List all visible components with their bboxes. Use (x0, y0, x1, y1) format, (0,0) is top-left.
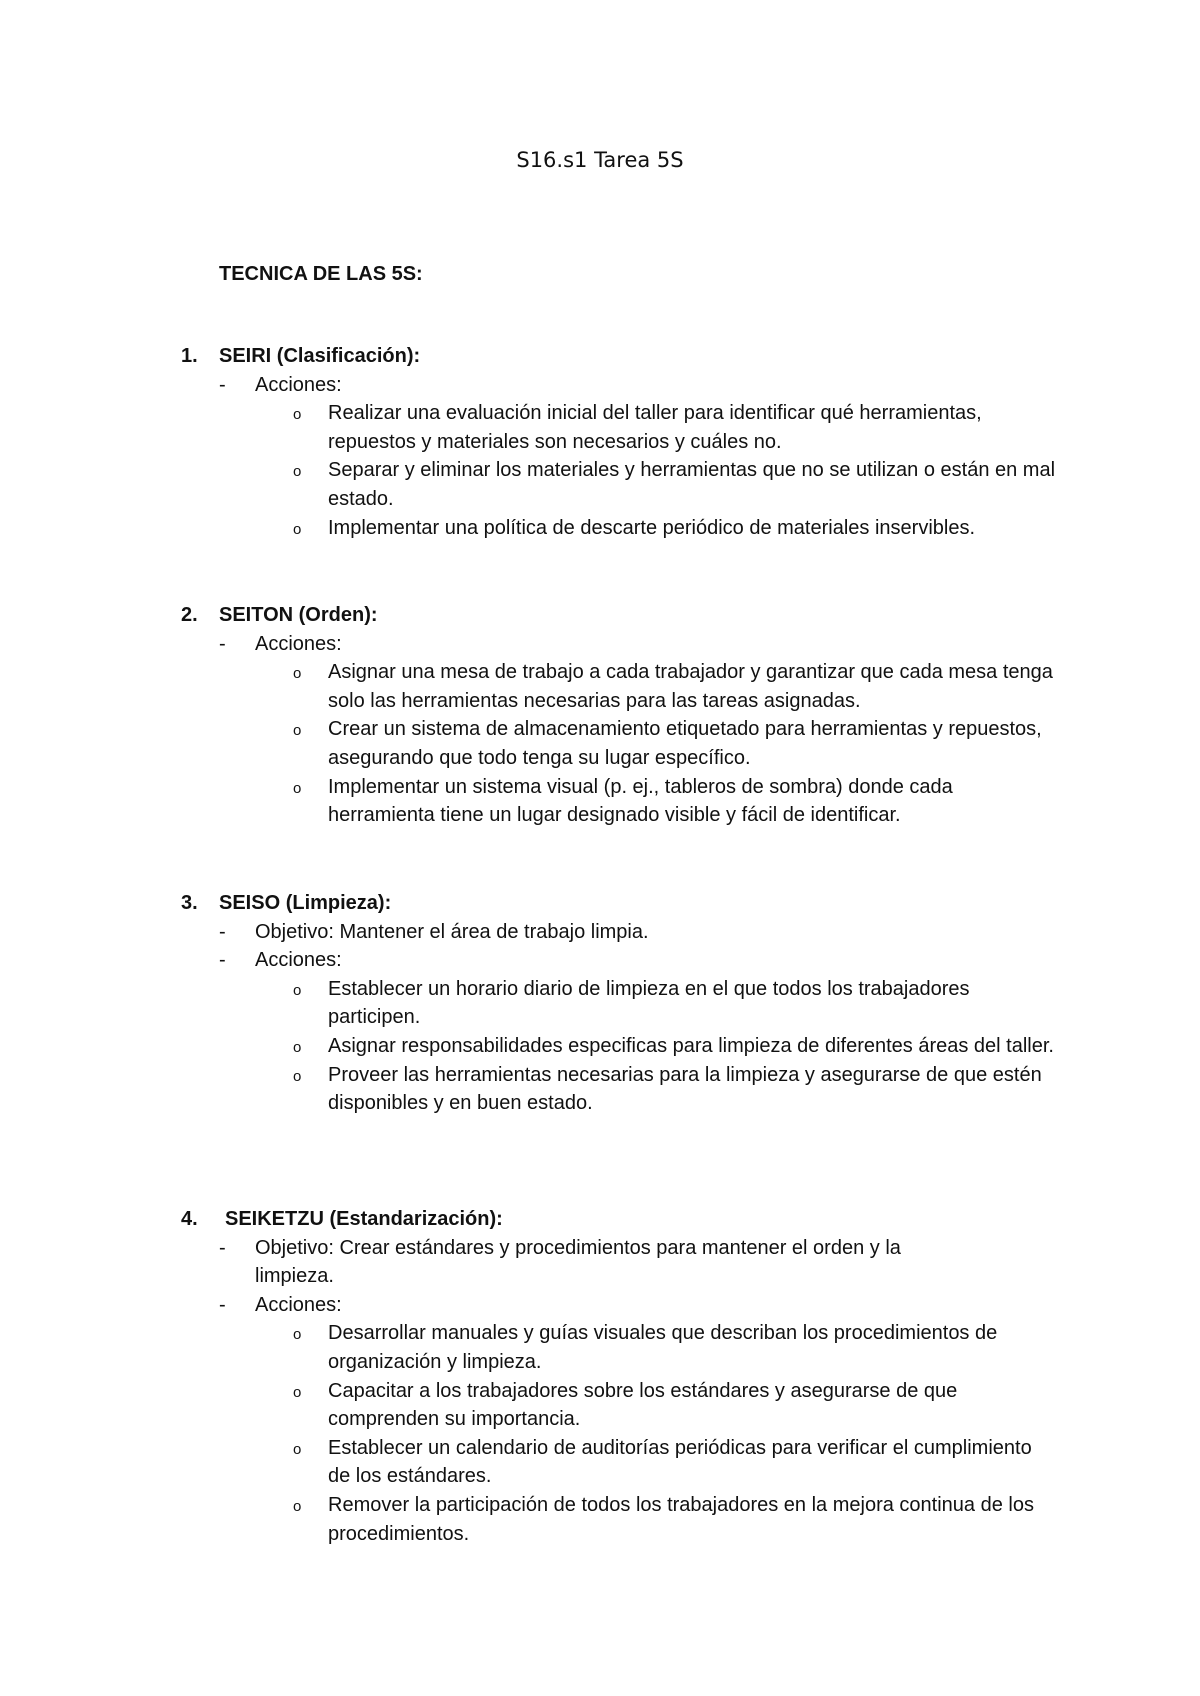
list-item (0, 715, 1058, 772)
actions-label: Acciones: (255, 1293, 342, 1316)
actions-label: Acciones: (255, 949, 342, 972)
bullet-icon: o (293, 1038, 302, 1056)
action-list (0, 975, 1200, 1118)
list-item (0, 399, 1058, 456)
technique-heading: TECNICA DE LAS 5S: (219, 263, 423, 285)
bullet-icon: o (293, 1067, 302, 1085)
section-number: 1. (181, 345, 198, 367)
dash-marker: - (219, 1293, 226, 1316)
list-item (0, 1032, 1058, 1061)
list-item (0, 1377, 1058, 1434)
dash-marker: - (219, 632, 226, 655)
actions-label: Acciones: (255, 632, 342, 655)
action-text: Asignar una mesa de trabajo a cada trabajador y garantizar que cada mesa tenga solo las herramientas necesarias para las tareas asignadas. (328, 661, 1053, 712)
dash-marker: - (219, 1236, 226, 1259)
section-seiton (0, 601, 1200, 830)
objective-text: Objetivo: Mantener el área de trabajo limpia. (255, 920, 649, 943)
bullet-icon: o (293, 981, 302, 999)
action-text: Establecer un calendario de auditorías periódicas para verificar el cumplimiento de los estándares. (328, 1436, 1032, 1488)
list-item (0, 1434, 1058, 1491)
action-text: Separar y eliminar los materiales y herramientas que no se utilizan o están en mal estado. (328, 459, 1056, 510)
section-seiri (0, 342, 1200, 542)
action-text: Proveer las herramientas necesarias para la limpieza y asegurarse de que estén disponibles y en buen estado. (328, 1063, 1042, 1115)
section-title: SEITON (Orden): (219, 604, 378, 626)
action-text: Capacitar a los trabajadores sobre los estándares y asegurarse de que comprenden su importancia. (328, 1379, 958, 1431)
section-title: SEIRI (Clasificación): (219, 345, 421, 367)
list-item (0, 1319, 1058, 1376)
dash-marker: - (219, 373, 226, 396)
objective-text: Objetivo: Crear estándares y procedimientos para mantener el orden y la limpieza. (255, 1236, 901, 1288)
list-item (0, 514, 1058, 543)
section-seiso (0, 889, 1200, 1118)
section-seiketzu (0, 1205, 1200, 1548)
list-item (0, 658, 1058, 715)
bullet-icon: o (293, 779, 302, 797)
bullet-icon: o (293, 722, 302, 740)
bullet-icon: o (293, 406, 302, 424)
list-item (0, 1061, 1058, 1118)
action-text: Implementar una política de descarte periódico de materiales inservibles. (328, 516, 976, 539)
action-list (0, 1319, 1200, 1548)
actions-label: Acciones: (255, 373, 342, 396)
action-list (0, 399, 1200, 542)
list-item (0, 1491, 1058, 1548)
section-number: 4. (181, 1208, 198, 1230)
action-text: Establecer un horario diario de limpieza en el que todos los trabajadores participen. (328, 977, 970, 1029)
action-text: Remover la participación de todos los trabajadores en la mejora continua de los procedimientos. (328, 1493, 1034, 1545)
section-number: 2. (181, 604, 198, 626)
action-text: Desarrollar manuales y guías visuales que describan los procedimientos de organización y limpieza. (328, 1322, 998, 1373)
list-item (0, 456, 1058, 513)
list-item (0, 975, 1058, 1032)
list-item (0, 773, 1058, 830)
action-text: Asignar responsabilidades especificas para limpieza de diferentes áreas del taller. (328, 1034, 1054, 1057)
section-title: SEISO (Limpieza): (219, 892, 392, 914)
action-text: Crear un sistema de almacenamiento etiquetado para herramientas y repuestos, asegurando que todo tenga su lugar específico. (328, 718, 1042, 769)
dash-marker: - (219, 949, 226, 972)
dash-marker: - (219, 920, 226, 943)
bullet-icon: o (293, 1326, 302, 1344)
bullet-icon: o (293, 520, 302, 538)
section-number: 3. (181, 892, 198, 914)
bullet-icon: o (293, 1440, 302, 1458)
bullet-icon: o (293, 665, 302, 683)
action-list (0, 658, 1200, 830)
bullet-icon: o (293, 1383, 302, 1401)
section-title: SEIKETZU (Estandarización): (225, 1208, 503, 1230)
bullet-icon: o (293, 463, 302, 481)
action-text: Implementar un sistema visual (p. ej., tableros de sombra) donde cada herramienta tiene un lugar designado visible y fácil de identificar. (328, 775, 953, 827)
action-text: Realizar una evaluación inicial del taller para identificar qué herramientas, repuestos y materiales son necesarios y cuáles no. (328, 402, 982, 453)
bullet-icon: o (293, 1497, 302, 1515)
document-title: S16.s1 Tarea 5S (516, 148, 684, 172)
